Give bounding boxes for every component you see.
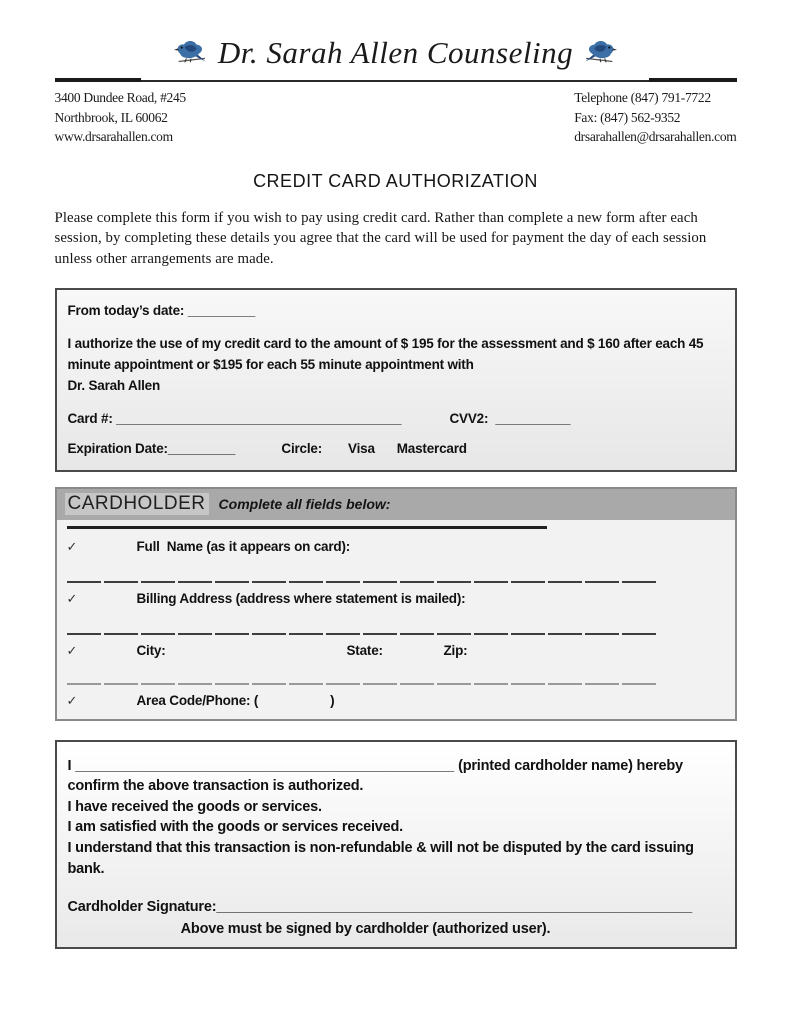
checkmark-icon: ✓ [66, 642, 78, 658]
zip-label: Zip: [443, 642, 468, 658]
cardholder-header-bar [57, 489, 735, 520]
authorization-text: I authorize the use of my credit card to the amount of $ 195 for the assessment and $ 160 after each 45 minute appointment or $195 for each 55 minute appointment with [67, 335, 704, 372]
card-number-label: Card #: [67, 410, 113, 426]
printed-name-blank-field[interactable]: _______________________________________________ [75, 757, 455, 774]
visa-option[interactable]: Visa [348, 440, 375, 456]
checkmark-icon: ✓ [66, 590, 78, 606]
city-state-zip-blank-field[interactable] [67, 683, 659, 685]
confirm-prefix: I [67, 757, 72, 774]
letterhead-divider [55, 78, 737, 84]
contact-phone [574, 88, 736, 147]
cvv-blank-field[interactable]: __________ [495, 410, 571, 426]
authorization-box [55, 288, 737, 472]
confirm-suffix: (printed cardholder name) hereby confirm the above transaction is authorized. [67, 757, 683, 795]
cardholder-title: CARDHOLDER [65, 493, 209, 515]
date-blank-field[interactable]: _________ [187, 302, 256, 318]
intro-paragraph: Please complete this form if you wish to pay using credit card. Rather than complete a new form after each session, by completing these details you agree that the card will be used for payment the day of each session unless other arrangements are made. [54, 209, 707, 267]
phone-label: Area Code/Phone: ( [136, 692, 259, 708]
full-name-row [67, 539, 725, 555]
provider-name: Dr. Sarah Allen [67, 377, 161, 393]
address-line: 3400 Dundee Road, #245 [54, 90, 186, 105]
billing-address-label: Billing Address (address where statement is mailed): [136, 590, 466, 606]
billing-address-blank-field[interactable] [67, 633, 659, 635]
circle-instruction: Circle: [281, 440, 323, 456]
city-label: City: [136, 642, 166, 658]
bluebird-icon [174, 38, 208, 68]
telephone-line: Telephone (847) 791-7722 [574, 90, 711, 105]
cardholder-box [55, 487, 737, 721]
contact-info [55, 88, 737, 147]
billing-address-row [67, 591, 725, 607]
mastercard-option[interactable]: Mastercard [396, 440, 467, 456]
card-number-blank-field[interactable]: ______________________________________ [116, 410, 402, 426]
confirmation-box [55, 740, 737, 950]
statement-line: I am satisfied with the goods or services received. [67, 819, 404, 836]
state-label: State: [346, 642, 383, 658]
expiration-blank-field[interactable]: _________ [167, 440, 236, 456]
fax-line: Fax: (847) 562-9352 [574, 109, 681, 125]
checkmark-icon: ✓ [66, 538, 78, 554]
practice-name: Dr. Sarah Allen Counseling [217, 35, 574, 70]
city-state-zip-row [67, 643, 725, 659]
signature-note: Above must be signed by cardholder (authorized user). [180, 920, 551, 937]
address-line: Northbrook, IL 60062 [54, 109, 168, 125]
signature-blank-field[interactable]: ___________________________________________________________ [216, 899, 693, 916]
cvv-label: CVV2: [449, 410, 489, 426]
contact-address [55, 88, 186, 147]
letterhead [55, 0, 737, 147]
document-title: CREDIT CARD AUTHORIZATION [253, 170, 538, 191]
checkmark-icon: ✓ [66, 692, 78, 708]
full-name-label: Full Name (as it appears on card): [136, 538, 351, 554]
cardholder-subtitle: Complete all fields below: [218, 495, 391, 512]
phone-row [67, 693, 725, 709]
header-underline [67, 526, 547, 529]
bluebird-icon [583, 38, 617, 68]
email-link[interactable]: drsarahallen@drsarahallen.com [574, 129, 737, 145]
full-name-blank-field[interactable] [67, 581, 659, 583]
statement-line: I understand that this transaction is non-refundable & will not be disputed by the card issuing bank. [67, 839, 694, 877]
website-link[interactable]: www.drsarahallen.com [54, 129, 173, 145]
phone-close-paren: ) [330, 692, 335, 708]
date-label: From today’s date: [67, 302, 185, 318]
expiration-label: Expiration Date: [67, 440, 168, 456]
signature-label: Cardholder Signature: [67, 899, 217, 916]
statement-line: I have received the goods or services. [67, 798, 322, 815]
